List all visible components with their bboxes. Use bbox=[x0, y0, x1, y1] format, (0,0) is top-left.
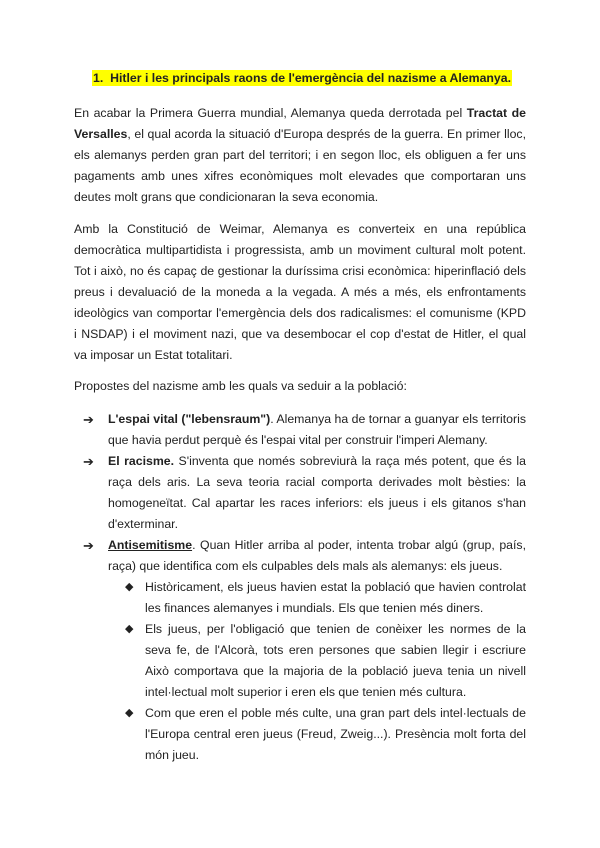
para1-bold: Tractat de Versalles bbox=[74, 106, 527, 141]
paragraph-weimar: Amb la Constitució de Weimar, Alemanya es converteix en una república democràtica multipartidista i progressista, amb un moviment cultural molt potent. Tot i això, no és capaç de gestionar la duríssima crisi econòmica: hiperinflació dels preus i devaluació de la moneda a la vegada. A més a més, els enfrontaments ideològics van comportar l'emergència dels dos radicalismes: el comunisme (KPD i NSDAP) i el moviment nazi, que va desembocar el cop d'estat de Hitler, el qual va imposar un Estat totalitari. bbox=[74, 222, 526, 362]
diamond-bullet-icon: ◆ bbox=[125, 707, 134, 719]
sub-item-text: Els jueus, per l'obligació que tenien de conèixer les normes de la seva fe, de l'Alcorà, tots eren persones que sabien llegir i escriure Això comportava que la majoria de la població jueva tenia un nivell intel·lectual molt superior i eren els que tenien més cultura. bbox=[145, 622, 526, 699]
paragraph-versailles bbox=[74, 103, 526, 208]
para1-pre: En acabar la Primera Guerra mundial, Alemanya queda derrotada pel bbox=[74, 106, 467, 120]
arrow-bullet-icon: ➔ bbox=[83, 454, 94, 469]
item-text: . Alemanya ha de tornar a guanyar els territoris que havia perdut perquè és l'espai vital per construir l'imperi Alemany. bbox=[108, 412, 526, 447]
item-label: Antisemitisme bbox=[108, 538, 193, 552]
sub-item-text: Històricament, els jueus havien estat la població que havien controlat les finances alemanyes i mundials. Els que tenien més diners. bbox=[145, 580, 526, 615]
diamond-bullet-icon: ◆ bbox=[125, 623, 134, 635]
list-item bbox=[83, 409, 526, 451]
paragraph-proposals-intro: Propostes del nazisme amb les quals va seduir a la població: bbox=[74, 379, 407, 393]
arrow-bullet-icon: ➔ bbox=[83, 412, 94, 427]
list-item bbox=[83, 451, 526, 535]
item-text: . Quan Hitler arriba al poder, intenta trobar algú (grup, país, raça) que identifica com els culpables dels mals als alemanys: els jueus. bbox=[108, 538, 526, 573]
sub-list-item bbox=[125, 577, 526, 619]
sub-list-item bbox=[125, 619, 526, 703]
arrow-bullet-icon: ➔ bbox=[83, 538, 94, 553]
sub-list-item bbox=[125, 703, 526, 766]
heading-number: 1. bbox=[93, 71, 104, 85]
item-text: S'inventa que només sobreviurà la raça més potent, que és la raça dels aris. La seva teoria racial comporta derivades molt bèsties: la homogeneïtat. Cal apartar les races inferiors: els jueus i els gitanos s'han d'exterminar. bbox=[108, 454, 526, 531]
item-label: El racisme. bbox=[108, 454, 175, 468]
list-item bbox=[83, 535, 526, 577]
section-heading bbox=[92, 70, 512, 86]
heading-title: Hitler i les principals raons de l'emergència del nazisme a Alemanya. bbox=[110, 71, 512, 85]
para1-post: , el qual acorda la situació d'Europa després de la guerra. En primer lloc, els alemanys perden gran part del territori; i en segon lloc, els obliguen a fer uns pagaments amb unes xifres econòmiques molt elevades que comportaran uns deutes molt grans que condicionaran la seva economia. bbox=[74, 127, 526, 204]
sub-item-text: Com que eren el poble més culte, una gran part dels intel·lectuals de l'Europa central eren jueus (Freud, Zweig...). Presència molt forta del món jueu. bbox=[145, 706, 526, 762]
item-label: L'espai vital ("lebensraum") bbox=[108, 412, 271, 426]
diamond-bullet-icon: ◆ bbox=[125, 581, 134, 593]
